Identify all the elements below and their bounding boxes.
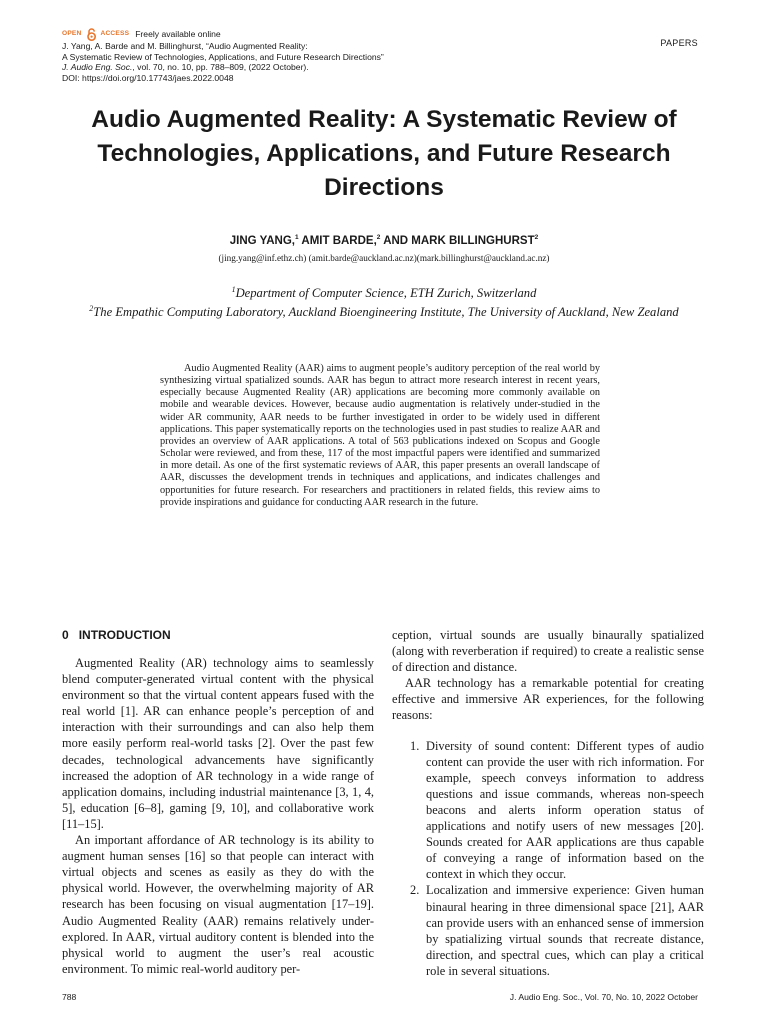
open-access-label-top: OPEN <box>62 30 82 38</box>
affiliation-1 <box>40 282 728 301</box>
affiliation-2 <box>40 301 728 320</box>
affiliation-marker: 1 <box>231 285 236 294</box>
list-marker: 2. <box>410 883 420 898</box>
section-title: INTRODUCTION <box>78 628 171 642</box>
doi-link[interactable]: DOI: https://doi.org/10.17743/jaes.2022.0048 <box>62 72 234 83</box>
body-paragraph: ception, virtual sounds are usually binaurally spatialized (along with reverberation if required) to create a realistic sense of direction and distance. <box>392 628 704 675</box>
citation-volume: , vol. 70, no. 10, pp. 788–809, (2022 October). <box>132 62 309 73</box>
affiliations <box>40 282 728 320</box>
section-tag: PAPERS <box>660 38 698 48</box>
author-name: AMIT BARDE, <box>301 234 377 247</box>
citation-line-2: A Systematic Review of Technologies, Applications, and Future Research Directions” <box>62 51 384 62</box>
author-emails: (jing.yang@inf.ethz.ch) (amit.barde@auckland.ac.nz)(mark.billinghurst@auckland.ac.nz) <box>218 253 550 263</box>
author-affiliation-marker: 2 <box>376 234 381 241</box>
list-item-text: Diversity of sound content: Different types of audio content can provide the user with rich information. For example, speech conveys information to address questions and issue commands, whereas non-speech beacons and alerts inform operation status of applications and notify users of new messages [20]. Sounds created for AAR applications are thus capable of conveying a range of information based on the context in which they occur. <box>426 738 704 882</box>
page-number: 788 <box>62 992 77 1002</box>
citation-journal: J. Audio Eng. Soc. <box>62 62 133 73</box>
open-access-lock-icon <box>86 28 97 41</box>
body-paragraph: Augmented Reality (AR) technology aims to seamlessly blend computer-generated virtual content with the physical environment so that the virtual content appears fused with the real world [1]. AR can enhance people’s perception of and interaction with their surroundings and can also help them more easily perform real-world tasks [2]. Over the past few decades, technological advancements have significantly increased the adoption of AR technology in a wide range of application domains, including industrial maintenance [3, 1, 4, 5], education [6–8], gaming [9, 10], and collaborative work [11–15]. <box>62 656 374 831</box>
abstract: Audio Augmented Reality (AAR) aims to augment people’s auditory perception of the real world by synthesizing virtual spatialized sounds. AAR has begun to attract more research interest in recent years, especially because Augmented Reality (AR) applications are becoming more commonly available on mobile and wearable devices. However, because audio augmentation is relatively under-studied in the wider AR community, AAR needs to be further investigated in order to be widely used in different applications. This paper systematically reports on the technologies used in past studies to realize AAR and provides an overview of AAR applications. A total of 563 publications indexed on Scopus and Google Scholar were reviewed, and from these, 117 of the most impactful papers were identified and summarized in more detail. As one of the first systematic reviews of AAR, this paper presents an overall landscape of AAR, discusses the development trends in techniques and applications, and indicates challenges and opportunities for future research. For researchers and practitioners in related fields, this review aims to provide inspirations and guidance for conducting AAR research in the future. <box>160 363 600 508</box>
body-paragraph: AAR technology has a remarkable potential for creating effective and immersive AR experiences, for the following reasons: <box>392 676 704 723</box>
open-access-row <box>62 28 622 41</box>
reasons-list <box>392 738 704 979</box>
list-item-text: Localization and immersive experience: Given human binaural hearing in three dimensional space [21], AAR can provide users with an enhanced sense of immersion by spatializing virtual sounds that recreate distance, direction, and spectral cues, which can play a critical role in several situations. <box>426 883 704 978</box>
list-marker: 1. <box>410 738 420 753</box>
freely-available-text: Freely available online <box>135 29 221 40</box>
footer-journal-info: J. Audio Eng. Soc., Vol. 70, No. 10, 2022 October <box>509 992 698 1002</box>
affiliation-marker: 2 <box>89 304 94 314</box>
open-access-label-bottom: ACCESS <box>100 30 130 38</box>
section-number: 0 <box>62 628 69 642</box>
paper-title: Audio Augmented Reality: A Systematic Review of Technologies, Applications, and Future Research Directions <box>91 106 677 201</box>
author-list <box>40 234 728 247</box>
citation-block <box>62 28 622 83</box>
citation-line-1: J. Yang, A. Barde and M. Billinghurst, “Audio Augmented Reality: <box>62 41 308 51</box>
author-name: AND MARK BILLINGHURST <box>383 234 535 247</box>
affiliation-text: The Empathic Computing Laboratory, Auckland Bioengineering Institute, The University of Auckland, New Zealand <box>93 305 679 320</box>
body-column-left <box>62 627 374 977</box>
citation-line-3 <box>62 62 622 73</box>
list-item <box>392 882 704 979</box>
author-affiliation-marker: 1 <box>294 234 299 241</box>
list-item <box>392 738 704 883</box>
body-paragraph: An important affordance of AR technology is its ability to augment human senses [16] so that people can interact with virtual objects and scenes as easily as they do with the physical world. However, the overwhelming majority of AR research has been focusing on visual augmentation [17–19]. Audio Augmented Reality (AAR) remains relatively under-explored. In AAR, virtual auditory content is blended into the physical world to augment the user’s real acoustic environment. To mimic real-world auditory per- <box>62 833 374 976</box>
affiliation-text: Department of Computer Science, ETH Zurich, Switzerland <box>235 286 537 301</box>
author-affiliation-marker: 2 <box>534 234 539 241</box>
body-column-right <box>392 627 704 979</box>
section-heading <box>62 627 374 643</box>
author-name: JING YANG, <box>229 234 295 247</box>
